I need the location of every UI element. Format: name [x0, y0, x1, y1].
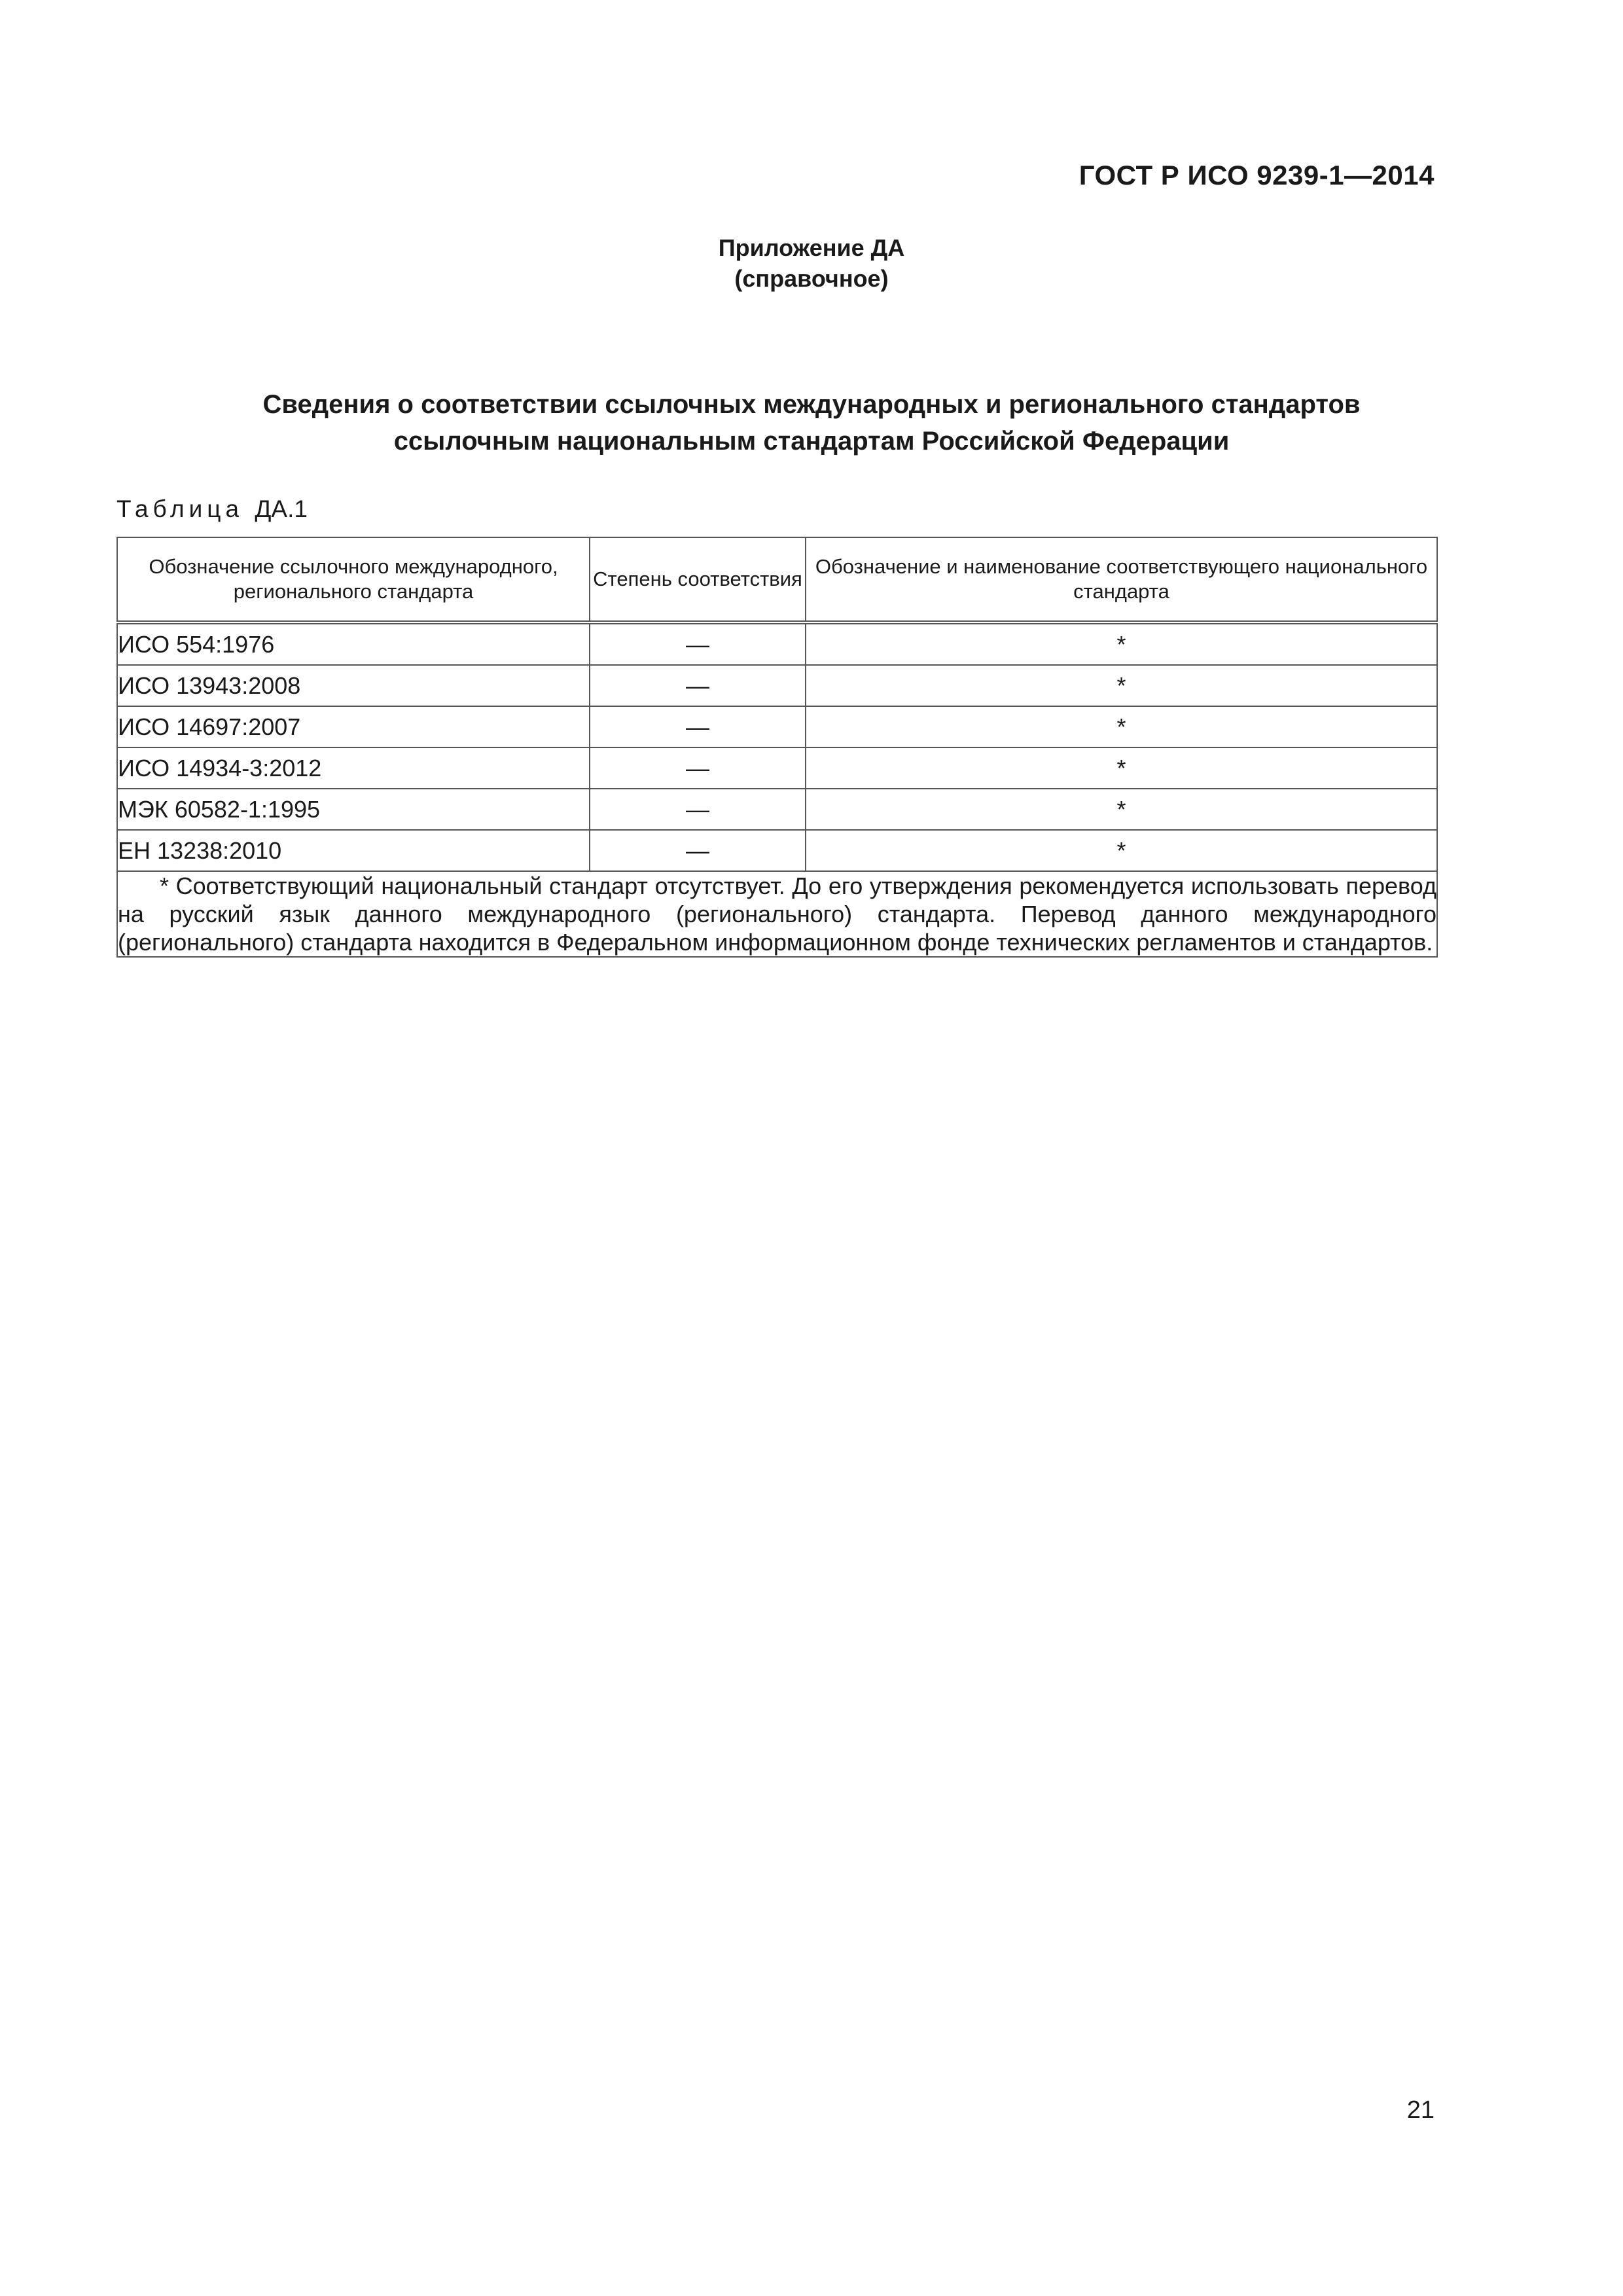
table-footnote-cell	[117, 871, 1437, 957]
section-title	[0, 386, 1623, 459]
cell-standard-code: ИСО 14697:2007	[117, 706, 590, 747]
cell-standard-code: МЭК 60582-1:1995	[117, 789, 590, 830]
table-header-row	[117, 537, 1437, 622]
cell-degree: —	[590, 830, 806, 871]
header-international-standard: Обозначение ссылочного международного, регионального стандарта	[117, 537, 590, 622]
cell-degree: —	[590, 789, 806, 830]
table-footnote-row	[117, 871, 1437, 957]
table-row	[117, 706, 1437, 747]
annex-heading	[0, 232, 1623, 294]
table-footnote: * Соответствующий национальный стандарт отсутствует. До его утверждения рекомендуется использовать перевод на русский язык данного международного (регионального) стандарта. Перевод данного международного (регионального) стандарта находится в Федеральном информационном фонде технических регламентов и стандартов.	[118, 872, 1436, 956]
cell-degree: —	[590, 706, 806, 747]
table-row	[117, 789, 1437, 830]
document-code: ГОСТ Р ИСО 9239-1—2014	[1079, 160, 1435, 190]
standards-table	[116, 537, 1438, 958]
cell-national-standard: *	[806, 706, 1437, 747]
cell-national-standard: *	[806, 622, 1437, 665]
header-national-standard: Обозначение и наименование соответствующего национального стандарта	[806, 537, 1437, 622]
table-row	[117, 665, 1437, 706]
table-caption-number: ДА.1	[255, 495, 308, 522]
table-row	[117, 747, 1437, 789]
annex-title: Приложение ДА	[718, 234, 905, 261]
cell-national-standard: *	[806, 747, 1437, 789]
table-caption	[116, 495, 308, 523]
cell-standard-code: ЕН 13238:2010	[117, 830, 590, 871]
cell-national-standard: *	[806, 830, 1437, 871]
table-caption-word: Таблица	[116, 495, 244, 522]
table-row	[117, 830, 1437, 871]
header-degree-of-conformity: Степень соответствия	[590, 537, 806, 622]
cell-national-standard: *	[806, 665, 1437, 706]
table-row	[117, 622, 1437, 665]
cell-degree: —	[590, 665, 806, 706]
section-title-line-1: Сведения о соответствии ссылочных международных и регионального стандартов	[262, 390, 1361, 419]
cell-national-standard: *	[806, 789, 1437, 830]
cell-standard-code: ИСО 14934-3:2012	[117, 747, 590, 789]
cell-degree: —	[590, 747, 806, 789]
annex-subtitle: (справочное)	[734, 265, 889, 292]
cell-standard-code: ИСО 13943:2008	[117, 665, 590, 706]
page-number: 21	[1406, 2096, 1435, 2124]
cell-degree: —	[590, 622, 806, 665]
section-title-line-2: ссылочным национальным стандартам Российской Федерации	[393, 427, 1230, 456]
cell-standard-code: ИСО 554:1976	[117, 622, 590, 665]
